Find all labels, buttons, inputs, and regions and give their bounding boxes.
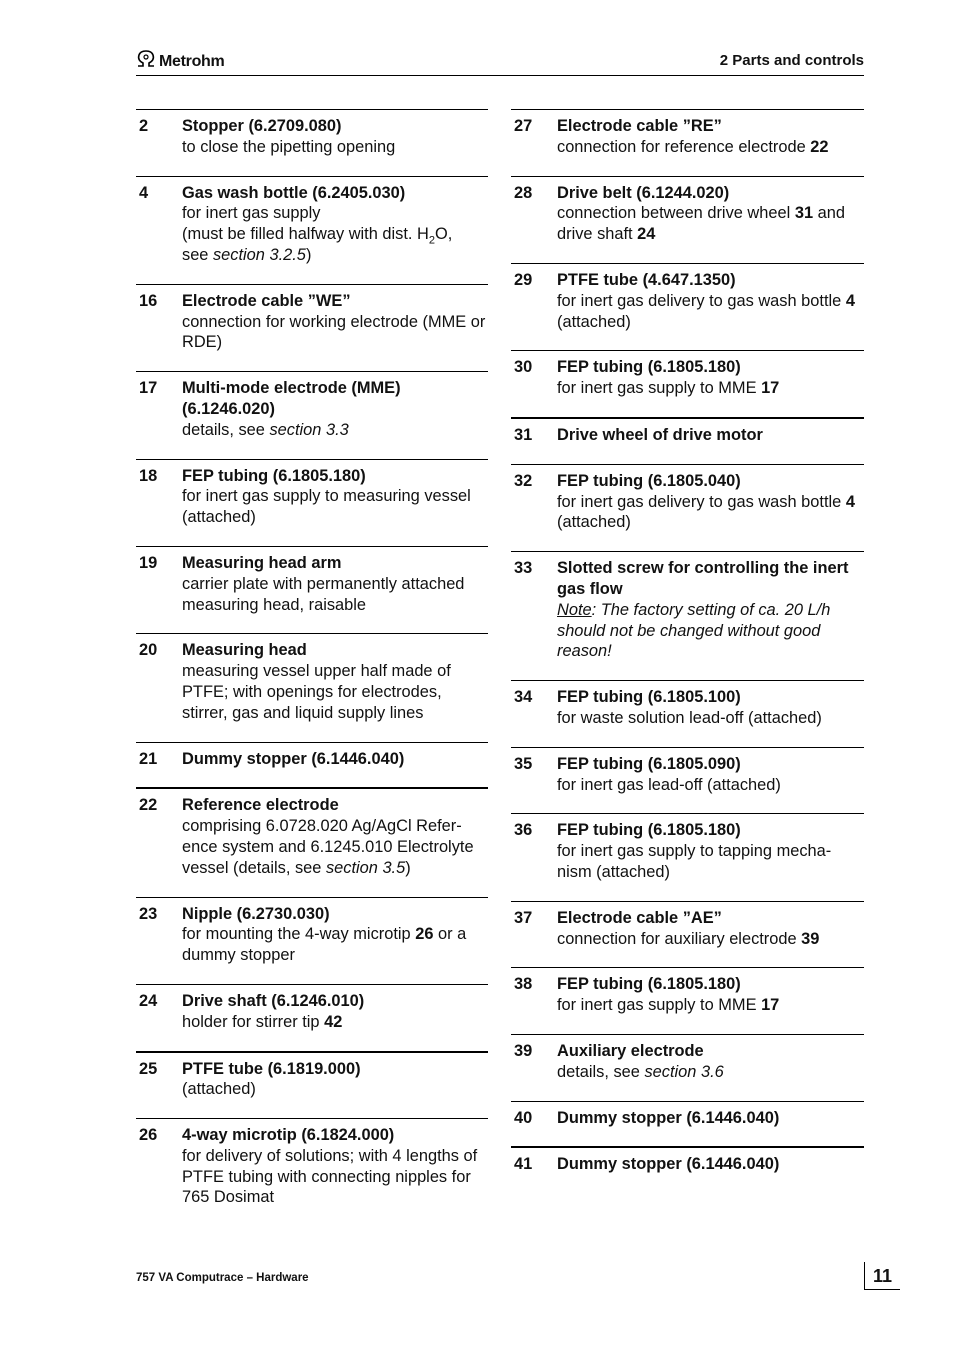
- parts-list-left: [136, 109, 488, 1226]
- item-description: for inert gas supply to MME 17: [557, 379, 780, 398]
- item-number: 24: [139, 991, 158, 1010]
- item-number: 34: [514, 688, 533, 707]
- item-title: Slotted screw for controlling the inert gas flow: [557, 559, 849, 598]
- item-title: FEP tubing (6.1805.090): [557, 754, 741, 773]
- list-item: [511, 350, 864, 417]
- item-number: 31: [514, 425, 533, 444]
- item-title: Auxiliary electrode: [557, 1041, 704, 1060]
- item-description: carrier plate with permanently attached measuring head, raisable: [182, 574, 465, 614]
- item-title: Drive wheel of drive motor: [557, 425, 763, 444]
- item-title: Electrode cable ”RE”: [557, 117, 722, 135]
- item-title: Measuring head arm: [182, 553, 342, 572]
- item-number: 37: [514, 908, 533, 927]
- item-description: for mounting the 4-way microtip 26 or a dummy stopper: [182, 925, 467, 965]
- item-description: for inert gas supply (must be filled halfway with dist. $H_2O$, see section 3.2.5): [182, 204, 453, 264]
- item-title: PTFE tube (4.647.1350): [557, 270, 736, 289]
- item-title: FEP tubing (6.1805.180): [557, 358, 741, 377]
- item-number: 16: [139, 291, 158, 310]
- item-number: 30: [514, 358, 533, 377]
- list-item: [511, 680, 864, 747]
- list-item: [136, 284, 488, 371]
- list-item: [136, 176, 488, 284]
- list-item: [511, 551, 864, 680]
- item-number: 41: [514, 1155, 533, 1174]
- item-title: Measuring head: [182, 641, 307, 660]
- item-title: Stopper (6.2709.080): [182, 117, 342, 135]
- item-title: FEP tubing (6.1805.100): [557, 688, 741, 707]
- item-title: Drive shaft (6.1246.010): [182, 991, 365, 1010]
- section-title: 2 Parts and controls: [719, 52, 864, 69]
- item-description: measuring vessel upper half made of PTFE; with openings for electrodes, stirrer, gas and liquid supply lines: [182, 662, 451, 722]
- item-title: Electrode cable ”AE”: [557, 908, 722, 927]
- item-description: for delivery of solutions; with 4 lengths of PTFE tubing with connecting nipples for 765 Dosimat: [182, 1146, 478, 1207]
- item-title: Electrode cable ”WE”: [182, 291, 351, 310]
- list-item: [136, 1051, 488, 1119]
- item-title: Dummy stopper (6.1446.040): [182, 749, 405, 768]
- list-item: [136, 633, 488, 741]
- item-description: connection for working electrode (MME or RDE): [182, 312, 486, 352]
- item-title: Multi-mode electrode (MME) (6.1246.020): [182, 379, 401, 418]
- item-number: 25: [139, 1059, 158, 1078]
- item-title: FEP tubing (6.1805.040): [557, 471, 741, 490]
- item-number: 35: [514, 754, 533, 773]
- header-rule: [136, 75, 864, 76]
- item-description: details, see section 3.3: [182, 420, 349, 439]
- item-title: FEP tubing (6.1805.180): [557, 821, 741, 840]
- item-description: for inert gas supply to tapping mecha-nism (attached): [557, 842, 832, 881]
- list-item: [136, 109, 488, 176]
- item-number: 20: [139, 641, 158, 660]
- item-number: 29: [514, 270, 533, 289]
- list-item: [136, 459, 488, 546]
- item-number: 2: [139, 117, 149, 135]
- list-item: [136, 1118, 488, 1226]
- item-title: Drive belt (6.1244.020): [557, 183, 730, 202]
- item-title: FEP tubing (6.1805.180): [557, 975, 741, 994]
- list-item: [511, 109, 864, 176]
- item-number: 33: [514, 559, 533, 578]
- list-item: [511, 1101, 864, 1147]
- item-number: 19: [139, 553, 158, 572]
- item-description: details, see section 3.6: [557, 1062, 724, 1081]
- list-item: [511, 967, 864, 1034]
- item-description: to close the pipetting opening: [182, 137, 396, 156]
- item-number: 4: [139, 183, 149, 202]
- item-number: 40: [514, 1108, 533, 1127]
- item-description: for inert gas supply to MME 17: [557, 996, 780, 1015]
- list-item: [511, 813, 864, 900]
- list-item: [511, 747, 864, 814]
- list-item: [511, 417, 864, 464]
- list-item: [136, 371, 488, 458]
- item-number: 23: [139, 904, 158, 923]
- list-item: [511, 901, 864, 968]
- item-number: 36: [514, 821, 533, 840]
- footer-doc-title: 757 VA Computrace – Hardware: [136, 1272, 309, 1284]
- item-number: 21: [139, 749, 158, 768]
- item-title: Dummy stopper (6.1446.040): [557, 1155, 780, 1174]
- item-number: 26: [139, 1126, 158, 1145]
- item-description: for inert gas delivery to gas wash bottle 4 (attached): [557, 492, 855, 532]
- list-item: [136, 742, 488, 788]
- item-title: PTFE tube (6.1819.000): [182, 1059, 361, 1078]
- list-item: [511, 176, 864, 263]
- item-description: holder for stirrer tip 42: [182, 1012, 343, 1031]
- item-description: for inert gas lead-off (attached): [557, 775, 781, 794]
- list-item: [511, 1146, 864, 1193]
- item-description: connection for auxiliary electrode 39: [557, 929, 820, 948]
- item-number: 18: [139, 466, 158, 485]
- metrohm-omega-icon: [136, 50, 156, 73]
- logo-text: Metrohm: [159, 52, 225, 70]
- item-description: comprising 6.0728.020 Ag/AgCl Refer-ence system and 6.1245.010 Electrolyte vessel (details, see section 3.5): [182, 817, 474, 877]
- metrohm-logo: [136, 50, 224, 73]
- item-number: 32: [514, 471, 533, 490]
- item-description: connection for reference electrode 22: [557, 137, 829, 156]
- item-number: 39: [514, 1041, 533, 1060]
- item-number: 28: [514, 183, 533, 202]
- item-title: Reference electrode: [182, 796, 339, 815]
- page-number: 11: [864, 1262, 900, 1290]
- item-description: for inert gas delivery to gas wash bottle 4 (attached): [557, 291, 855, 331]
- item-description: for inert gas supply to measuring vessel (attached): [182, 487, 471, 527]
- item-number: 17: [139, 379, 158, 398]
- list-item: [511, 263, 864, 350]
- item-note: Note: The factory setting of ca. 20 L/h should not be changed without good reason!: [557, 600, 831, 661]
- item-title: Dummy stopper (6.1446.040): [557, 1108, 780, 1127]
- item-description: connection between drive wheel 31 and drive shaft 24: [557, 204, 845, 244]
- item-description: (attached): [182, 1080, 256, 1099]
- item-number: 27: [514, 117, 533, 135]
- item-title: 4-way microtip (6.1824.000): [182, 1126, 395, 1145]
- item-title: Gas wash bottle (6.2405.030): [182, 183, 406, 202]
- item-number: 22: [139, 796, 158, 815]
- list-item: [136, 787, 488, 896]
- item-title: FEP tubing (6.1805.180): [182, 466, 366, 485]
- list-item: [136, 546, 488, 633]
- parts-list-right: [511, 109, 864, 1193]
- list-item: [511, 464, 864, 551]
- list-item: [136, 897, 488, 984]
- item-description: for waste solution lead-off (attached): [557, 708, 822, 727]
- list-item: [136, 984, 488, 1051]
- list-item: [511, 1034, 864, 1101]
- item-title: Nipple (6.2730.030): [182, 904, 330, 923]
- item-number: 38: [514, 975, 533, 994]
